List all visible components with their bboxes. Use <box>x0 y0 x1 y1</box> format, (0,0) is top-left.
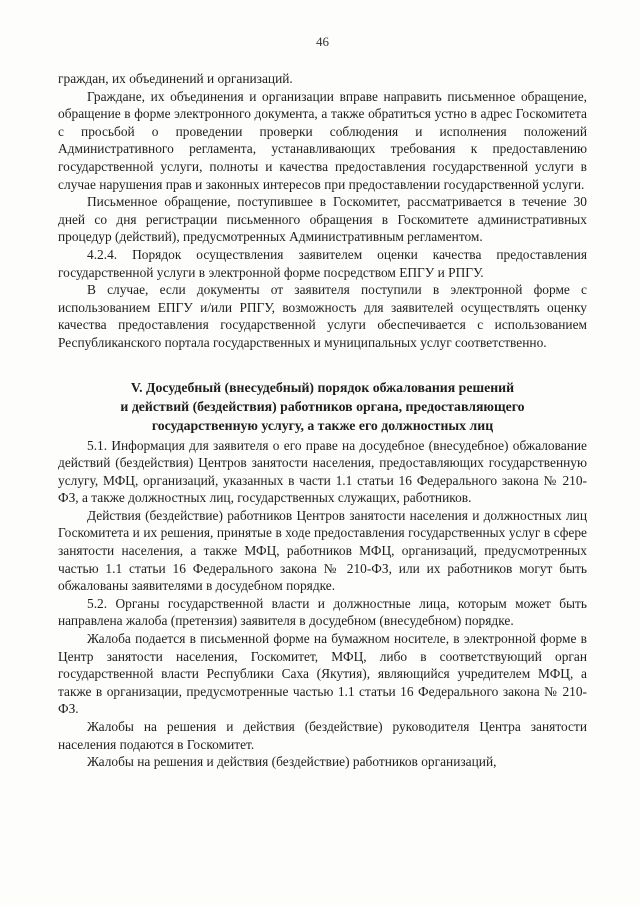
paragraph: Письменное обращение, поступившее в Госкомитет, рассматривается в течение 30 дней со дня регистрации письменного обращения в Госкомитете административных процедур (действий), предусмотренных Административным регламентом. <box>58 194 587 245</box>
section-heading-line: V. Досудебный (внесудебный) порядок обжалования решений <box>130 379 515 395</box>
section-heading <box>58 378 587 435</box>
paragraph: Граждане, их объединения и организации вправе направить письменное обращение, обращение в форме электронного документа, а также обратиться устно в адрес Госкомитета с просьбой о проведении проверки соблюдения и исполнения положений Административного регламента, устанавливающих требования к предоставлению государственной услуги, полноты и качества предоставления государственной услуги в случае нарушения прав и законных интересов при предоставлении государственной услуги. <box>58 88 587 192</box>
paragraph: В случае, если документы от заявителя поступили в электронной форме с использованием ЕПГУ и/или РПГУ, возможность для заявителей осуществлять оценку качества предоставления государственной услуги обеспечивается с использованием Республиканского портала государственных и муниципальных услуг соответственно. <box>58 282 587 350</box>
paragraph: 5.2. Органы государственной власти и должностные лица, которым может быть направлена жалоба (претензия) заявителя в досудебном (внесудебном) порядке. <box>58 595 587 629</box>
paragraph: Жалобы на решения и действия (бездействие) работников организаций, <box>87 754 497 770</box>
body-text-bottom <box>58 437 587 771</box>
paragraph: Жалобы на решения и действия (бездействие) руководителя Центра занятости населения подаются в Госкомитет. <box>58 719 587 752</box>
paragraph: Действия (бездействие) работников Центров занятости населения и должностных лиц Госкомитета и их решения, принятые в ходе предоставления государственных услуг в сфере занятости населения, а также МФЦ, работников МФЦ, организаций, предусмотренных частью 1.1 статьи 16 Федерального закона № 210-ФЗ, или их работников могут быть обжалованы заявителями в досудебном порядке. <box>58 507 587 594</box>
paragraph: граждан, их объединений и организаций. <box>58 71 293 86</box>
section-heading-line: и действий (бездействия) работников органа, предоставляющего <box>120 398 525 414</box>
page-number: 46 <box>316 34 329 49</box>
section-spacer <box>58 352 587 378</box>
section-heading-line: государственную услугу, а также его должностных лиц <box>151 417 494 433</box>
body-text-top <box>58 70 587 352</box>
paragraph: Жалоба подается в письменной форме на бумажном носителе, в электронной форме в Центр занятости населения, Госкомитет, МФЦ, либо в соответствующий орган государственной власти Республики Саха (Якутия), являющийся учредителем МФЦ, а также в организации, предусмотренные частью 1.1 статьи 16 Федерального закона № 210-ФЗ. <box>58 631 587 717</box>
paragraph: 5.1. Информация для заявителя о его праве на досудебное (внесудебное) обжалование действий (бездействия) Центров занятости населения, предоставляющих государственную услугу, МФЦ, организаций, указанных в части 1.1 статьи 16 Федерального закона № 210-ФЗ, а также должностных лиц, государственных служащих, работников. <box>58 437 587 506</box>
paragraph: 4.2.4. Порядок осуществления заявителем оценки качества предоставления государственной услуги в электронной форме посредством ЕПГУ и РПГУ. <box>58 246 587 280</box>
